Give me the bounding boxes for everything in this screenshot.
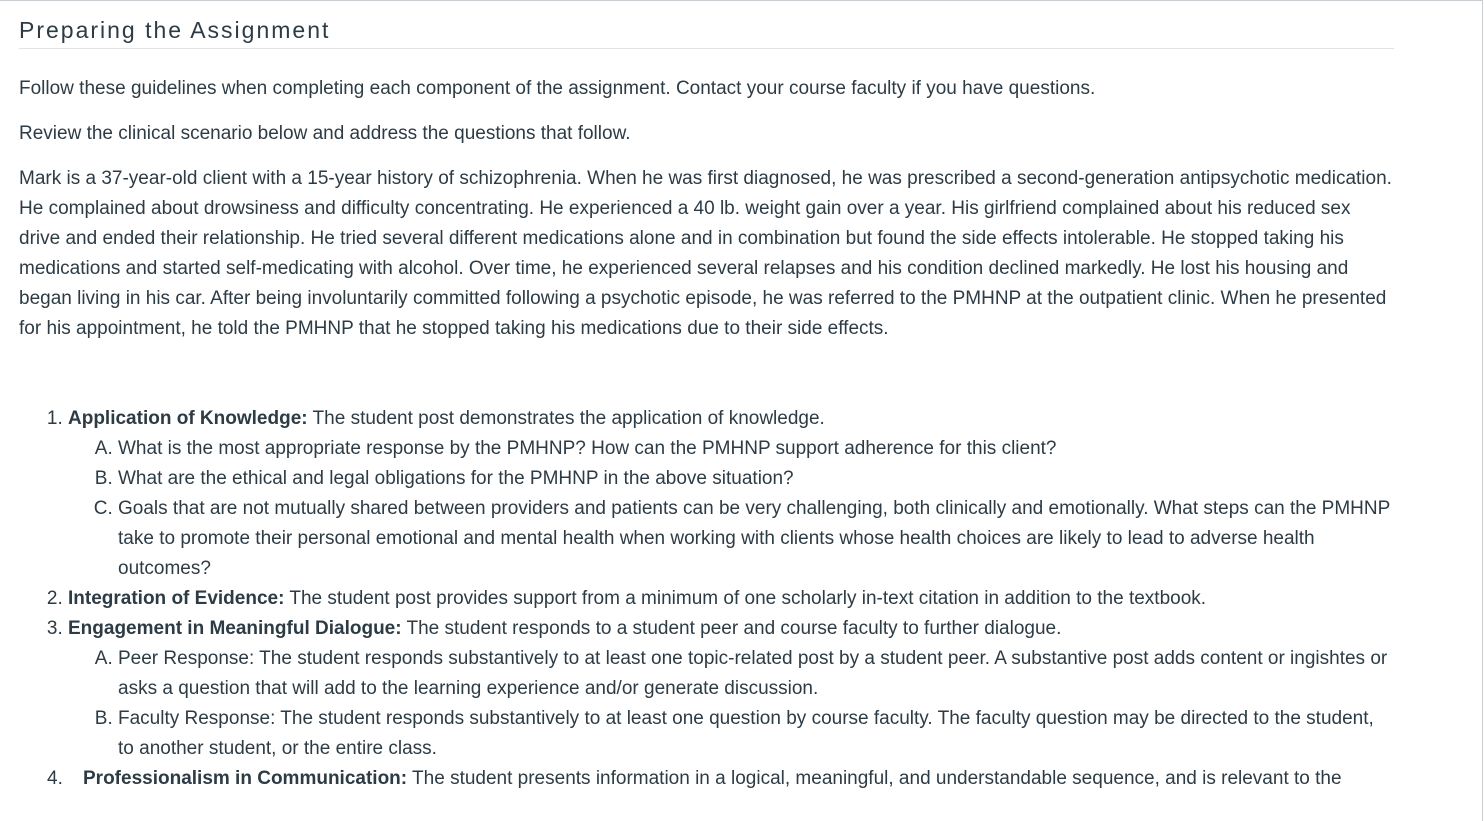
- item-number: 4.: [47, 768, 63, 789]
- list-item: [68, 614, 1394, 764]
- sub-list-item: B. Faculty Response: The student responds substantively to at least one question by course faculty. The faculty question may be directed to the student, to another student, or the entire class.: [118, 704, 1394, 764]
- list-item: [68, 584, 1394, 614]
- criterion-text: The student post provides support from a minimum of one scholarly in-text citation in addition to the textbook.: [284, 588, 1207, 609]
- sub-list: [68, 434, 1394, 584]
- criterion-text: The student responds to a student peer and course faculty to further dialogue.: [401, 618, 1062, 639]
- criterion-label: Integration of Evidence:: [68, 588, 285, 609]
- criterion-label: Professionalism in Communication:: [83, 768, 408, 789]
- criterion-label: Engagement in Meaningful Dialogue:: [68, 618, 402, 639]
- sub-list-item: C. Goals that are not mutually shared between providers and patients can be very challenging, both clinically and emotionally. What steps can the PMHNP take to promote their personal emotional and mental health when working with clients whose health choices are likely to lead to adverse health outcomes?: [118, 494, 1394, 584]
- sub-list: [68, 644, 1394, 764]
- list-item: [47, 764, 1394, 794]
- criterion-text: The student post demonstrates the application of knowledge.: [307, 408, 825, 429]
- sub-list-item: A. Peer Response: The student responds substantively to at least one topic-related post by a student peer. A substantive post adds content or ingishtes or asks a question that will add to the learning experience and/or generate discussion.: [118, 644, 1394, 704]
- list-item: [68, 404, 1394, 584]
- criterion-text: The student presents information in a logical, meaningful, and understandable sequence, and is relevant to the: [407, 768, 1342, 789]
- scenario-paragraph: Mark is a 37-year-old client with a 15-year history of schizophrenia. When he was first diagnosed, he was prescribed a second-generation antipsychotic medication. He complained about drowsiness and difficulty concentrating. He experienced a 40 lb. weight gain over a year. His girlfriend complained about his reduced sex drive and ended their relationship. He tried several different medications alone and in combination but found the side effects intolerable. He stopped taking his medications and started self-medicating with alcohol. Over time, he experienced several relapses and his condition declined markedly. He lost his housing and began living in his car. After being involuntarily committed following a psychotic episode, he was referred to the PMHNP at the outpatient clinic. When he presented for his appointment, he told the PMHNP that he stopped taking his medications due to their side effects.: [19, 168, 1392, 339]
- intro-paragraph: Follow these guidelines when completing each component of the assignment. Contact your course faculty if you have questions.: [19, 78, 1096, 99]
- sub-list-item: A. What is the most appropriate response by the PMHNP? How can the PMHNP support adherence for this client?: [118, 434, 1394, 464]
- assignment-content: [19, 0, 1394, 794]
- criteria-list: [19, 404, 1394, 794]
- criterion-label: Application of Knowledge:: [68, 408, 308, 429]
- page-title: Preparing the Assignment: [19, 0, 1394, 49]
- sub-list-item: B. What are the ethical and legal obligations for the PMHNP in the above situation?: [118, 464, 1394, 494]
- review-paragraph: Review the clinical scenario below and address the questions that follow.: [19, 123, 631, 144]
